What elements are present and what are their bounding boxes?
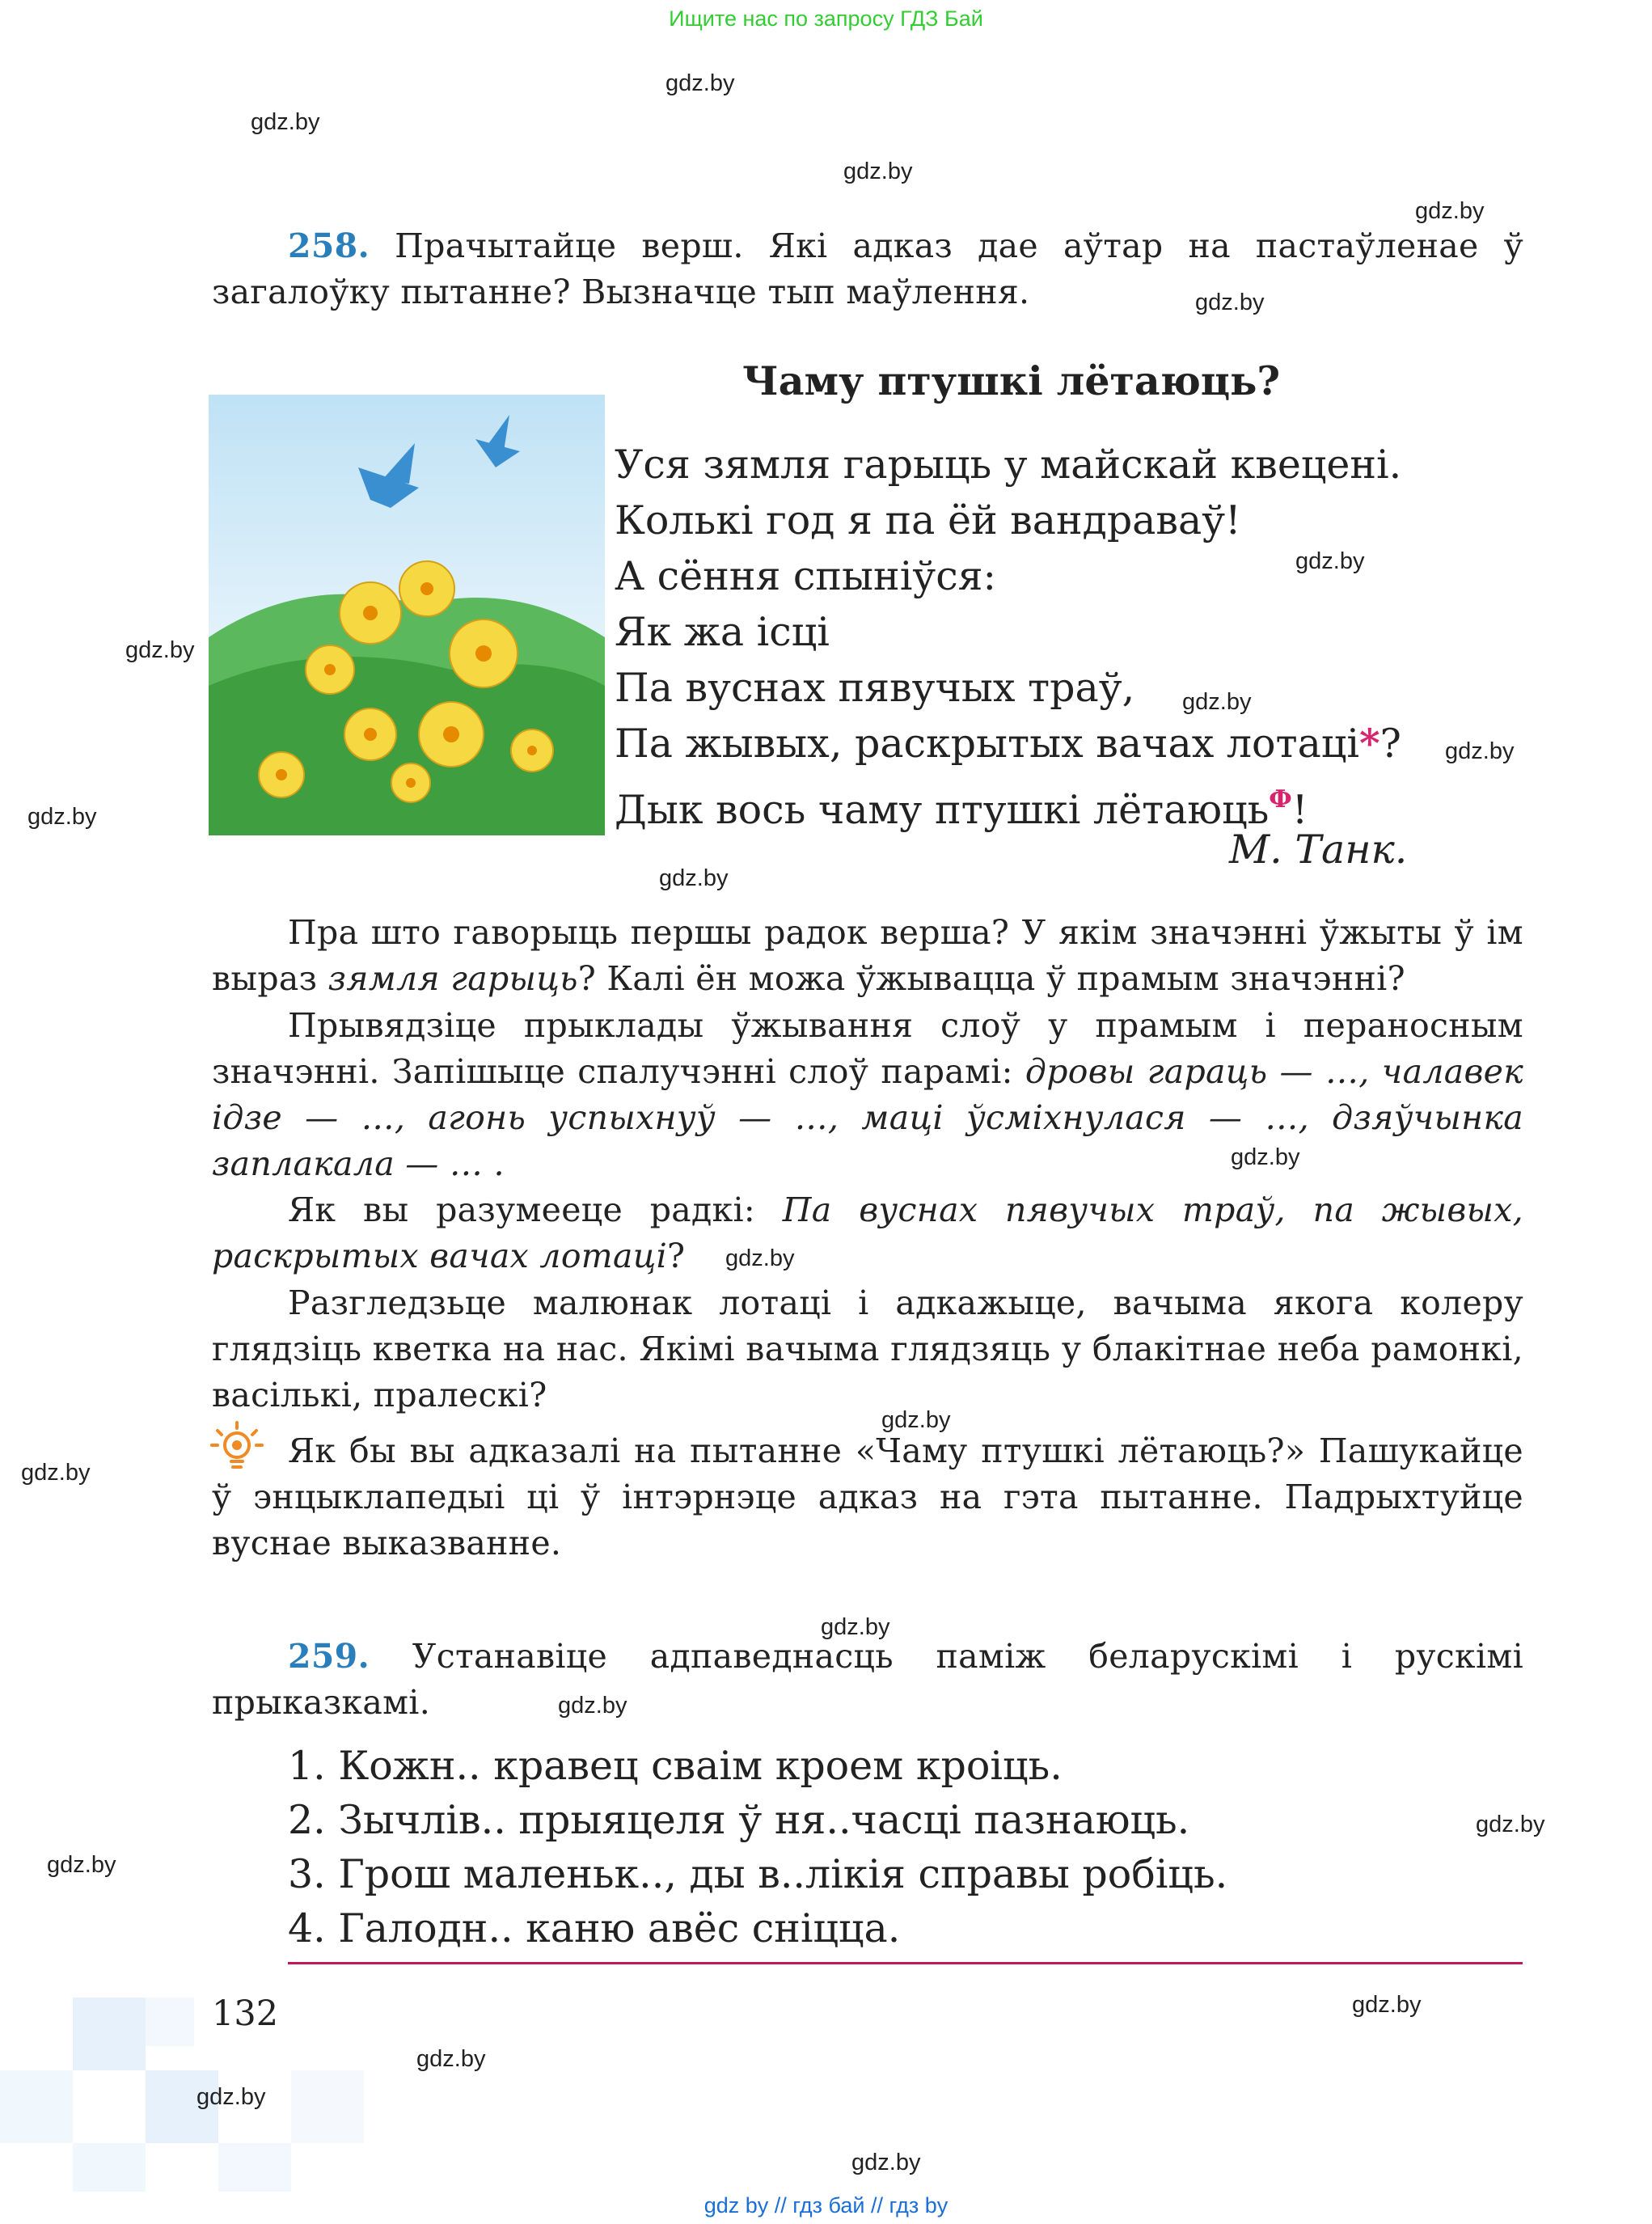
watermark: gdz.by [881,1407,951,1433]
section-divider [288,1962,1523,1964]
watermark: gdz.by [1182,689,1252,715]
watermark: gdz.by [1415,198,1485,224]
watermark: gdz.by [47,1852,116,1878]
question-text: ? [667,1237,686,1275]
watermark: gdz.by [1476,1812,1545,1837]
list-item: 3. Грош маленьк.., ды в..лікія справы робіць. [288,1851,1228,1897]
watermark: gdz.by [1295,548,1365,574]
proverb-list [288,1739,1227,1956]
watermark: gdz.by [659,865,729,891]
question-text: ? Калі ён можа ўжывацца ў прамым значэнні? [577,959,1405,998]
question-3 [212,1187,1523,1279]
poem-title: Чаму птушкі лётаюць? [742,357,1281,404]
poem-line: Як жа ісці [615,609,830,655]
watermark: gdz.by [251,109,320,135]
poem-line: Па вуснах пявучых траў, [615,665,1135,711]
watermark: gdz.by [851,2150,921,2175]
question-italic: дровы гараць — …, чалавек ідзе — …, агонь успыхнуў — …, маці ўсміхнулася — …, дзяўчынка заплакала — … . [212,1052,1523,1183]
poem [615,437,1401,838]
exercise-text: Устанавіце адпаведнасць паміж беларускімі і рускімі прыказкамі. [212,1637,1523,1722]
question-text: Як вы разумееце радкі: [288,1190,783,1229]
question-italic: зямля гарыць [327,959,578,998]
poem-line [615,716,1401,772]
watermark: gdz.by [725,1245,795,1271]
poem-author: М. Танк. [1229,827,1408,873]
watermark: gdz.by [125,637,195,663]
question-text: Пра што гаворыць першы радок верша? У якім значэнні ўжыты ў ім выраз [212,913,1523,998]
flowers-illustration [209,395,605,835]
watermark: gdz.by [821,1614,890,1640]
exercise-259-prompt [212,1634,1523,1726]
poem-line-text: Па жывых, раскрытых вачах лотаці [615,721,1360,767]
poem-line-end: ! [1291,787,1308,833]
poem-line-text: Дык вось чаму птушкі лётаюць [615,787,1270,833]
watermark: gdz.by [1195,290,1265,315]
exercise-text: Прачытайце верш. Які адказ дае аўтар на пастаўленае ў загалоўку пытанне? Вызначце тып маўлення. [212,226,1523,311]
question-text: Прывядзіце прыклады ўжывання слоў у прамым і пераносным значэнні. Запішыце спалучэнні слоў парамі: [212,1006,1523,1091]
watermark: gdz.by [21,1460,91,1486]
list-item: 4. Галодн.. каню авёс сніцца. [288,1905,901,1951]
footer-links[interactable]: gdz by // гдз бай // гдз by [703,2193,949,2218]
top-banner-link[interactable]: Ищите нас по запросу ГДЗ Бай [669,6,983,31]
watermark: gdz.by [1352,1992,1422,2018]
watermark: gdz.by [27,804,97,830]
question-4: Разгледзьце малюнак лотаці і адкажыце, вачыма якога колеру глядзіць кветка на нас. Якімі вачыма глядзяць у блакітнае неба рамонкі, васількі, пралескі? [212,1283,1523,1414]
glossary-asterisk-mark: * [1359,720,1380,767]
list-item: 1. Кожн.. кравец сваім кроем кроіць. [288,1743,1063,1789]
watermark: gdz.by [558,1693,627,1719]
watermark: gdz.by [416,2046,486,2072]
list-item: 2. Зычлів.. прыяцеля ў ня..часці пазнаюць. [288,1797,1190,1843]
watermark: gdz.by [665,70,735,96]
watermark: gdz.by [196,2084,266,2110]
question-italic: Па вуснах пявучых траў, па жывых, раскрытых вачах лотаці [212,1190,1523,1275]
poem-line: Уся зямля гарыць у майскай квецені. [615,442,1402,488]
exercise-258-prompt [212,223,1523,315]
poem-line-end: ? [1379,721,1401,767]
exercise-number: 259. [288,1637,370,1676]
question-1 [212,910,1523,1002]
page-number: 132 [212,1994,279,2034]
exercise-number: 258. [288,226,370,265]
question-5: Як бы вы адказалі на пытанне «Чаму птушкі лётаюць?» Пашукайце ў энцыклапедыі ці ў інтэрнэце адказ на гэта пытанне. Падрыхтуйце вуснае выказванне. [212,1431,1523,1562]
watermark: gdz.by [1231,1144,1300,1170]
watermark: gdz.by [843,159,913,184]
watermark: gdz.by [1445,738,1515,764]
question-2 [212,1003,1523,1187]
poem-line: А сёння спыніўся: [615,553,997,599]
poem-line: Колькі год я па ёй вандраваў! [615,497,1241,543]
phonetic-mark: Ф [1269,785,1292,814]
